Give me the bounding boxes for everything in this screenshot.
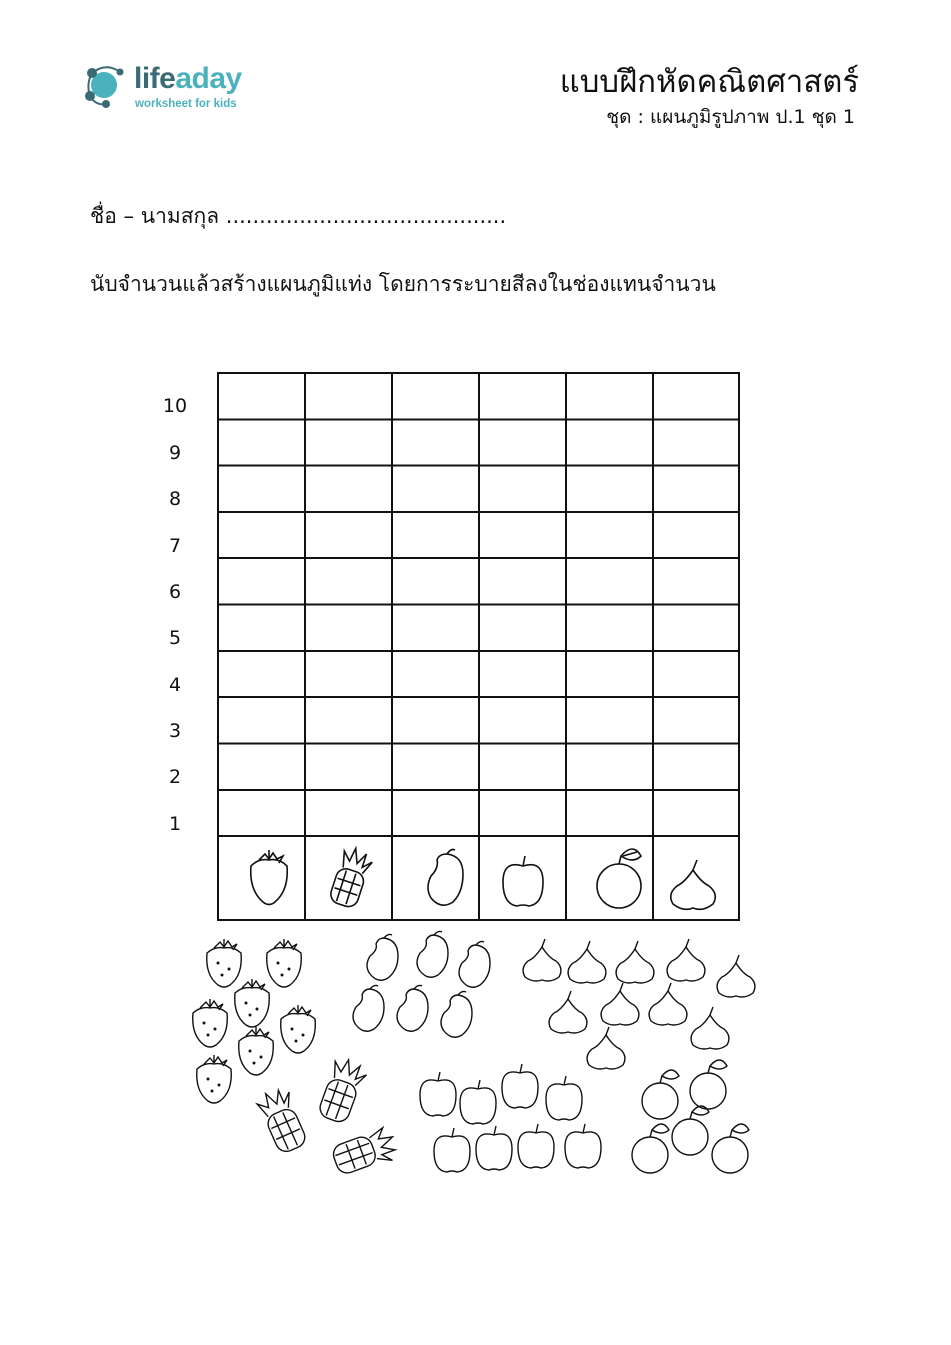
- logo-molecule-icon: [82, 60, 130, 110]
- pineapple-group: [255, 1056, 400, 1179]
- strawberry-group: [193, 939, 316, 1103]
- y-label-2: 2: [168, 766, 182, 788]
- y-axis-labels: [150, 372, 200, 836]
- apple-group: [420, 1064, 601, 1172]
- logo-tagline: worksheet for kids: [135, 98, 237, 110]
- y-label-6: 6: [168, 581, 182, 603]
- rose-apple-icon: [671, 860, 716, 909]
- strawberry-icon: [251, 850, 288, 905]
- mango-group: [353, 931, 490, 1037]
- y-label-10: 10: [162, 395, 188, 417]
- fruit-collection-illustration: [180, 925, 780, 1195]
- mango-icon: [428, 850, 463, 906]
- orange-icon: [597, 849, 641, 908]
- y-label-9: 9: [168, 442, 182, 464]
- page-subtitle: ชุด : แผนภูมิรูปภาพ ป.1 ชุด 1: [606, 106, 855, 128]
- apple-icon: [503, 856, 543, 906]
- page-title: แบบฝึกหัดคณิตศาสตร์: [559, 64, 859, 100]
- y-label-7: 7: [168, 535, 182, 557]
- pineapple-icon: [328, 845, 374, 909]
- y-label-1: 1: [168, 813, 182, 835]
- lifeaday-logo: [82, 60, 272, 116]
- logo-wordmark: lifeaday: [134, 62, 242, 95]
- name-field-line: ชื่อ – นามสกุล ..........................................: [90, 204, 507, 228]
- bar-graph-grid: [217, 372, 740, 921]
- y-label-8: 8: [168, 488, 182, 510]
- y-label-3: 3: [168, 720, 182, 742]
- y-label-5: 5: [168, 627, 182, 649]
- orange-group: [632, 1060, 749, 1173]
- y-label-4: 4: [168, 674, 182, 696]
- instruction-text: นับจำนวนแล้วสร้างแผนภูมิแท่ง โดยการระบายสีลงในช่องแทนจำนวน: [90, 272, 716, 296]
- rose-apple-group: [523, 939, 755, 1069]
